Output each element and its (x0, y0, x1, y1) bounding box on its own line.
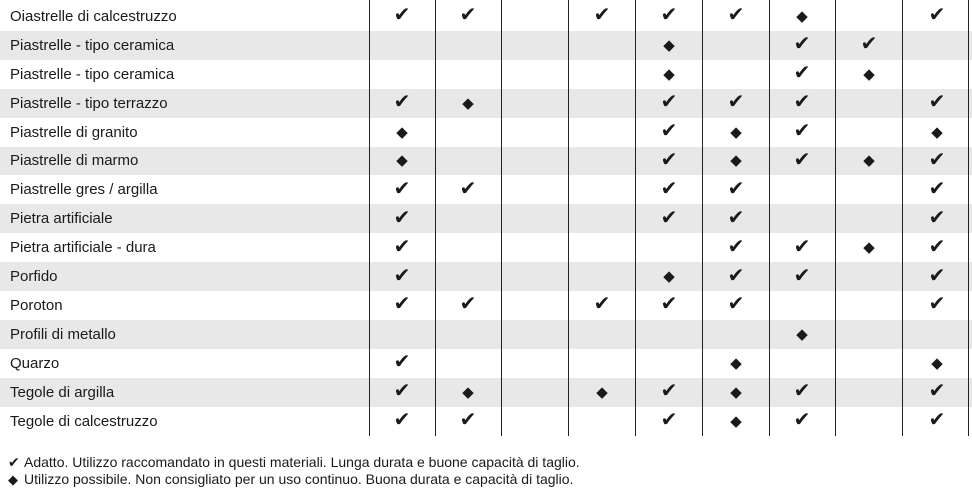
column-divider (435, 0, 436, 436)
check-icon: ✔ (793, 235, 811, 258)
check-icon: ✔ (393, 91, 411, 114)
check-icon: ✔ (593, 4, 611, 27)
check-icon: ✔ (860, 33, 878, 56)
check-icon: ✔ (727, 91, 745, 114)
diamond-icon: ◆ (730, 123, 742, 141)
diamond-icon: ◆ (730, 383, 742, 401)
check-icon: ✔ (793, 91, 811, 114)
legend (8, 454, 580, 488)
check-icon: ✔ (393, 4, 411, 27)
check-icon: ✔ (660, 293, 678, 316)
diamond-icon: ◆ (8, 472, 18, 487)
column-divider (369, 0, 370, 436)
diamond-icon: ◆ (596, 383, 608, 401)
material-label: Piastrelle di granito (10, 123, 138, 141)
legend-check-text: Adatto. Utilizzo raccomandato in questi materiali. Lunga durata e buone capacità di taglio. (24, 454, 580, 470)
diamond-icon: ◆ (730, 152, 742, 170)
column-divider (702, 0, 703, 436)
table-row (0, 291, 972, 320)
check-icon: ✔ (459, 4, 477, 27)
check-icon: ✔ (928, 148, 946, 171)
diamond-icon: ◆ (863, 152, 875, 170)
check-icon: ✔ (793, 33, 811, 56)
check-icon: ✔ (393, 206, 411, 229)
diamond-icon: ◆ (730, 354, 742, 372)
material-label: Quarzo (10, 354, 60, 372)
material-label: Pietra artificiale (10, 210, 113, 228)
check-icon: ✔ (393, 293, 411, 316)
diamond-icon: ◆ (796, 7, 808, 25)
column-divider (769, 0, 770, 436)
material-label: Profili di metallo (10, 325, 116, 343)
diamond-icon: ◆ (931, 123, 943, 141)
material-label: Poroton (10, 296, 63, 314)
material-label: Tegole di calcestruzzo (10, 412, 158, 430)
check-icon: ✔ (660, 148, 678, 171)
diamond-icon: ◆ (663, 268, 675, 286)
check-icon: ✔ (393, 380, 411, 403)
column-divider (635, 0, 636, 436)
check-icon: ✔ (660, 177, 678, 200)
material-label: Pietra artificiale - dura (10, 239, 156, 257)
table-row (0, 147, 972, 176)
diamond-icon: ◆ (663, 65, 675, 83)
diamond-icon: ◆ (863, 239, 875, 257)
check-icon: ✔ (793, 380, 811, 403)
check-icon: ✔ (727, 293, 745, 316)
check-icon: ✔ (393, 264, 411, 287)
legend-check-line (8, 454, 580, 471)
diamond-icon: ◆ (396, 123, 408, 141)
check-icon: ✔ (660, 120, 678, 143)
table-row (0, 320, 972, 349)
material-label: Piastrelle - tipo terrazzo (10, 94, 168, 112)
diamond-icon: ◆ (396, 152, 408, 170)
table-row (0, 262, 972, 291)
check-icon: ✔ (8, 454, 20, 470)
material-label: Piastrelle - tipo ceramica (10, 65, 175, 83)
diamond-icon: ◆ (863, 65, 875, 83)
check-icon: ✔ (928, 4, 946, 27)
material-label: Tegole di argilla (10, 383, 115, 401)
legend-diamond-text: Utilizzo possibile. Non consigliato per un uso continuo. Buona durata e capacità di taglio. (24, 471, 574, 487)
check-icon: ✔ (793, 62, 811, 85)
diamond-icon: ◆ (931, 354, 943, 372)
check-icon: ✔ (928, 235, 946, 258)
column-divider (902, 0, 903, 436)
table-row (0, 118, 972, 147)
check-icon: ✔ (393, 177, 411, 200)
column-divider (835, 0, 836, 436)
material-label: Piastrelle - tipo ceramica (10, 36, 175, 54)
column-divider (501, 0, 502, 436)
table-row (0, 349, 972, 378)
check-icon: ✔ (593, 293, 611, 316)
check-icon: ✔ (393, 351, 411, 374)
check-icon: ✔ (928, 91, 946, 114)
table-row (0, 233, 972, 262)
check-icon: ✔ (793, 120, 811, 143)
check-icon: ✔ (660, 409, 678, 432)
check-icon: ✔ (727, 264, 745, 287)
table-row (0, 60, 972, 89)
check-icon: ✔ (393, 235, 411, 258)
table-row (0, 378, 972, 407)
check-icon: ✔ (660, 4, 678, 27)
material-label: Oiastrelle di calcestruzzo (10, 7, 177, 25)
check-icon: ✔ (928, 380, 946, 403)
table-row (0, 204, 972, 233)
check-icon: ✔ (660, 380, 678, 403)
check-icon: ✔ (660, 91, 678, 114)
table-row (0, 89, 972, 118)
check-icon: ✔ (727, 4, 745, 27)
check-icon: ✔ (393, 409, 411, 432)
check-icon: ✔ (459, 177, 477, 200)
material-label: Porfido (10, 268, 58, 286)
check-icon: ✔ (928, 206, 946, 229)
check-icon: ✔ (727, 177, 745, 200)
diamond-icon: ◆ (730, 412, 742, 430)
table-row (0, 31, 972, 60)
check-icon: ✔ (928, 293, 946, 316)
diamond-icon: ◆ (462, 383, 474, 401)
diamond-icon: ◆ (462, 94, 474, 112)
check-icon: ✔ (727, 206, 745, 229)
check-icon: ✔ (459, 293, 477, 316)
material-label: Piastrelle gres / argilla (10, 181, 158, 199)
check-icon: ✔ (660, 206, 678, 229)
check-icon: ✔ (928, 409, 946, 432)
check-icon: ✔ (928, 264, 946, 287)
check-icon: ✔ (928, 177, 946, 200)
table-row (0, 407, 972, 436)
diamond-icon: ◆ (663, 36, 675, 54)
legend-diamond-line (8, 471, 580, 488)
column-divider (968, 0, 969, 436)
diamond-icon: ◆ (796, 325, 808, 343)
check-icon: ✔ (459, 409, 477, 432)
table-row (0, 175, 972, 204)
check-icon: ✔ (727, 235, 745, 258)
check-icon: ✔ (793, 264, 811, 287)
column-divider (568, 0, 569, 436)
check-icon: ✔ (793, 409, 811, 432)
check-icon: ✔ (793, 148, 811, 171)
table-row (0, 2, 972, 31)
material-label: Piastrelle di marmo (10, 152, 139, 170)
